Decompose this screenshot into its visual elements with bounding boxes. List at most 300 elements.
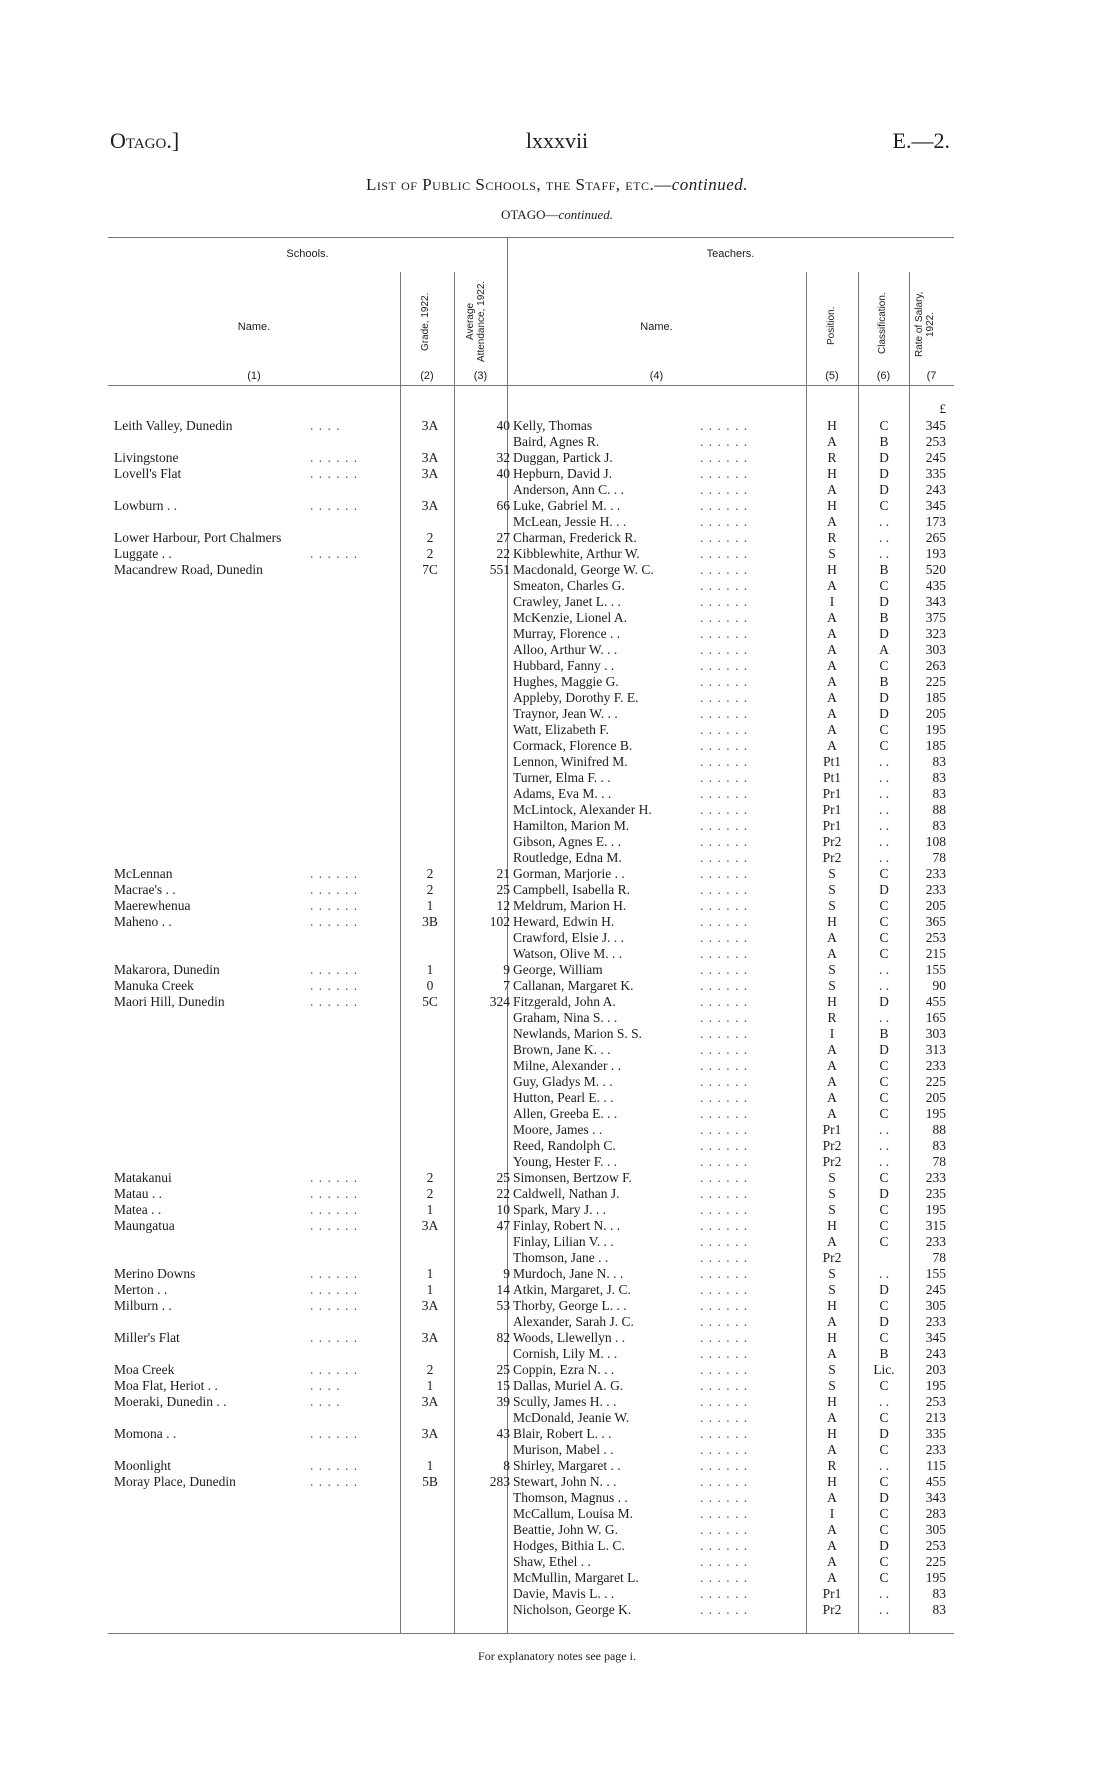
classification-cell: D: [879, 994, 889, 1009]
position-cell: A: [827, 1538, 837, 1553]
salary-cell: 233: [925, 1234, 946, 1249]
teacher-leader-dots: . . . . . .: [700, 834, 749, 849]
salary-cell: 233: [925, 866, 946, 881]
classification-cell: D: [879, 1490, 889, 1505]
teacher-leader-dots: . . . . . .: [700, 1282, 749, 1297]
teacher-leader-dots: . . . . . .: [700, 1138, 749, 1153]
position-cell: A: [827, 1058, 837, 1073]
teacher-leader-dots: . . . . . .: [700, 1378, 749, 1393]
position-cell: H: [827, 466, 837, 481]
grade-cell: 2: [426, 530, 434, 545]
teacher-name: McKenzie, Lionel A.: [513, 610, 627, 625]
teacher-name: Crawford, Elsie J. . .: [513, 930, 624, 945]
salary-cell: 83: [932, 818, 946, 833]
school-name: Luggate . .: [114, 546, 172, 561]
table-row: [0, 514, 1114, 530]
attendance-cell: 66: [496, 498, 510, 513]
teacher-name: Adams, Eva M. . .: [513, 786, 612, 801]
classification-cell: C: [879, 1474, 889, 1489]
salary-cell: 253: [925, 930, 946, 945]
position-cell: A: [827, 1490, 837, 1505]
position-cell: A: [827, 1554, 837, 1569]
school-leader-dots: . . . . . .: [310, 466, 359, 481]
position-cell: S: [828, 1202, 836, 1217]
teacher-leader-dots: . . . . . .: [700, 1570, 749, 1585]
position-cell: A: [827, 1090, 837, 1105]
teacher-leader-dots: . . . . . .: [700, 562, 749, 577]
teacher-leader-dots: . . . . . .: [700, 1218, 749, 1233]
column-number: (6): [876, 370, 891, 382]
attendance-cell: 15: [496, 1378, 510, 1393]
classification-cell: C: [879, 418, 889, 433]
teacher-leader-dots: . . . . . .: [700, 754, 749, 769]
table-row: [0, 914, 1114, 930]
section-main: OTAGO—: [501, 207, 559, 222]
salary-cell: 205: [925, 1090, 946, 1105]
teacher-name: Macdonald, George W. C.: [513, 562, 654, 577]
salary-cell: 185: [925, 738, 946, 753]
report-code: E.—2.: [892, 128, 950, 153]
table-row: [0, 1010, 1114, 1026]
teacher-leader-dots: . . . . . .: [700, 994, 749, 1009]
attendance-cell: 22: [496, 1186, 510, 1201]
school-leader-dots: . . . . . .: [310, 978, 359, 993]
teacher-leader-dots: . . . . . .: [700, 1170, 749, 1185]
table-row: [0, 1218, 1114, 1234]
teacher-leader-dots: . . . . . .: [700, 1090, 749, 1105]
position-cell: S: [828, 978, 836, 993]
classification-cell: D: [879, 1314, 889, 1329]
school-leader-dots: . . . . . .: [310, 1426, 359, 1441]
teacher-leader-dots: . . . . . .: [700, 1250, 749, 1265]
school-name: Lovell's Flat: [114, 466, 182, 481]
salary-cell: 253: [925, 1394, 946, 1409]
position-cell: H: [827, 562, 837, 577]
table-row: [0, 674, 1114, 690]
table-row: [0, 1202, 1114, 1218]
salary-cell: 245: [925, 450, 946, 465]
table-row: [0, 1410, 1114, 1426]
grade-header: Grade, 1922.: [420, 292, 431, 352]
position-cell: A: [827, 1074, 837, 1089]
teacher-leader-dots: . . . . . .: [700, 498, 749, 513]
table-row: [0, 1154, 1114, 1170]
column-number: (7: [926, 370, 937, 382]
table-row: [0, 578, 1114, 594]
classification-cell: C: [879, 1074, 889, 1089]
grade-cell: 1: [426, 1458, 434, 1473]
teacher-name: Caldwell, Nathan J.: [513, 1186, 620, 1201]
teacher-leader-dots: . . . . . .: [700, 866, 749, 881]
salary-cell: 205: [925, 898, 946, 913]
school-leader-dots: . . . .: [310, 1378, 341, 1393]
teacher-leader-dots: . . . . . .: [700, 818, 749, 833]
grade-cell: 2: [426, 546, 434, 561]
school-name: Matau . .: [114, 1186, 162, 1201]
salary-cell: 233: [925, 1170, 946, 1185]
position-cell: R: [827, 530, 837, 545]
teacher-leader-dots: . . . . . .: [700, 1458, 749, 1473]
teacher-leader-dots: . . . . . .: [700, 514, 749, 529]
grade-cell: 3A: [421, 1218, 439, 1233]
table-row: [0, 1298, 1114, 1314]
teacher-leader-dots: . . . . . .: [700, 418, 749, 433]
table-row: [0, 1074, 1114, 1090]
teacher-leader-dots: . . . . . .: [700, 1506, 749, 1521]
table-bottom-rule: [108, 1633, 954, 1634]
salary-cell: 375: [925, 610, 946, 625]
classification-cell: A: [879, 642, 889, 657]
salary-cell: 303: [925, 642, 946, 657]
position-cell: S: [828, 962, 836, 977]
position-cell: S: [828, 882, 836, 897]
currency-symbol: £: [939, 401, 946, 416]
table-row: [0, 1106, 1114, 1122]
position-cell: Pr1: [822, 1122, 842, 1137]
table-row: [0, 1122, 1114, 1138]
teacher-leader-dots: . . . . . .: [700, 1234, 749, 1249]
classification-cell: B: [879, 674, 889, 689]
salary-cell: 195: [925, 1378, 946, 1393]
grade-cell: 3A: [421, 1394, 439, 1409]
table-row: [0, 594, 1114, 610]
teacher-leader-dots: . . . . . .: [700, 674, 749, 689]
attendance-cell: 82: [496, 1330, 510, 1345]
teacher-name: Guy, Gladys M. . .: [513, 1074, 613, 1089]
teacher-name: Appleby, Dorothy F. E.: [513, 690, 639, 705]
classification-cell: . .: [878, 802, 890, 817]
attendance-cell: 14: [496, 1282, 510, 1297]
grade-cell: 1: [426, 898, 434, 913]
grade-cell: 2: [426, 1170, 434, 1185]
salary-cell: 243: [925, 482, 946, 497]
teacher-leader-dots: . . . . . .: [700, 1522, 749, 1537]
table-row: [0, 770, 1114, 786]
teacher-name: Thomson, Magnus . .: [513, 1490, 628, 1505]
page-title: [0, 175, 1114, 195]
teacher-name: Smeaton, Charles G.: [513, 578, 625, 593]
grade-cell: 1: [426, 1266, 434, 1281]
teacher-name: Coppin, Ezra N. . .: [513, 1362, 615, 1377]
salary-cell: 335: [925, 1426, 946, 1441]
school-name: Milburn . .: [114, 1298, 172, 1313]
salary-cell: 435: [925, 578, 946, 593]
teacher-leader-dots: . . . . . .: [700, 1394, 749, 1409]
salary-cell: 195: [925, 1202, 946, 1217]
position-cell: A: [827, 1346, 837, 1361]
school-leader-dots: . . . . . .: [310, 1330, 359, 1345]
classification-cell: D: [879, 1426, 889, 1441]
teacher-name: McMullin, Margaret L.: [513, 1570, 639, 1585]
grade-cell: 2: [426, 866, 434, 881]
teacher-leader-dots: . . . . . .: [700, 434, 749, 449]
classification-cell: C: [879, 1410, 889, 1425]
classification-cell: C: [879, 1522, 889, 1537]
position-cell: Pr2: [822, 850, 842, 865]
position-cell: A: [827, 1234, 837, 1249]
position-cell: A: [827, 642, 837, 657]
grade-cell: 5B: [422, 1474, 438, 1489]
teacher-leader-dots: . . . . . .: [700, 914, 749, 929]
position-cell: Pr2: [822, 1154, 842, 1169]
salary-cell: 88: [932, 1122, 946, 1137]
table-row: [0, 1362, 1114, 1378]
position-cell: A: [827, 1442, 837, 1457]
teacher-name: Baird, Agnes R.: [513, 434, 600, 449]
salary-cell: 245: [925, 1282, 946, 1297]
teacher-leader-dots: . . . . . .: [700, 450, 749, 465]
position-cell: S: [828, 1186, 836, 1201]
teacher-name: McCallum, Louisa M.: [513, 1506, 633, 1521]
teacher-name: Meldrum, Marion H.: [513, 898, 627, 913]
teacher-leader-dots: . . . . . .: [700, 642, 749, 657]
teacher-name: Cornish, Lily M. . .: [513, 1346, 618, 1361]
teacher-name: Blair, Robert L. . .: [513, 1426, 612, 1441]
position-cell: A: [827, 578, 837, 593]
classification-cell: C: [879, 498, 889, 513]
salary-cell: 225: [925, 1074, 946, 1089]
teacher-leader-dots: . . . . . .: [700, 722, 749, 737]
teacher-leader-dots: . . . . . .: [700, 1362, 749, 1377]
teacher-leader-dots: . . . . . .: [700, 1058, 749, 1073]
salary-header: Rate of Salary, 1922.: [914, 291, 936, 357]
teacher-name: Luke, Gabriel M. . .: [513, 498, 621, 513]
table-row: [0, 1026, 1114, 1042]
table-row: [0, 562, 1114, 578]
classification-cell: B: [879, 1026, 889, 1041]
grade-cell: 0: [426, 978, 434, 993]
attendance-cell: 9: [503, 962, 510, 977]
teacher-name: Young, Hester F. . .: [513, 1154, 618, 1169]
attendance-cell: 39: [496, 1394, 510, 1409]
table-row: [0, 882, 1114, 898]
school-leader-dots: . . . . . .: [310, 1170, 359, 1185]
salary-cell: 345: [925, 418, 946, 433]
salary-cell: 233: [925, 1314, 946, 1329]
classification-cell: C: [879, 738, 889, 753]
salary-cell: 83: [932, 754, 946, 769]
classification-cell: C: [879, 866, 889, 881]
classification-cell: D: [879, 594, 889, 609]
teacher-leader-dots: . . . . . .: [700, 850, 749, 865]
school-leader-dots: . . . . . .: [310, 898, 359, 913]
position-cell: A: [827, 1106, 837, 1121]
position-cell: A: [827, 946, 837, 961]
teacher-leader-dots: . . . . . .: [700, 658, 749, 673]
teacher-name: Spark, Mary J. . .: [513, 1202, 606, 1217]
position-cell: A: [827, 626, 837, 641]
position-cell: S: [828, 866, 836, 881]
teacher-leader-dots: . . . . . .: [700, 1266, 749, 1281]
teacher-leader-dots: . . . . . .: [700, 1314, 749, 1329]
table-row: [0, 530, 1114, 546]
table-top-rule: [108, 237, 954, 238]
classification-cell: D: [879, 1042, 889, 1057]
page-number: lxxxvii: [525, 128, 589, 153]
table-row: [0, 418, 1114, 434]
salary-cell: 155: [925, 1266, 946, 1281]
school-name: Maheno . .: [114, 914, 172, 929]
table-row: [0, 818, 1114, 834]
table-row: [0, 866, 1114, 882]
teacher-name: Reed, Randolph C.: [513, 1138, 616, 1153]
teacher-name: Stewart, John N. . .: [513, 1474, 617, 1489]
teacher-name: Atkin, Margaret, J. C.: [513, 1282, 631, 1297]
position-cell: S: [828, 1282, 836, 1297]
salary-cell: 193: [925, 546, 946, 561]
position-cell: S: [828, 1378, 836, 1393]
position-cell: S: [828, 1170, 836, 1185]
table-row: [0, 898, 1114, 914]
teacher-name: Brown, Jane K. . .: [513, 1042, 611, 1057]
title-main: List of Public Schools, the Staff, etc.—: [365, 175, 672, 194]
teacher-leader-dots: . . . . . .: [700, 1426, 749, 1441]
classification-cell: . .: [878, 1266, 890, 1281]
teacher-leader-dots: . . . . . .: [700, 978, 749, 993]
grade-cell: 3B: [422, 914, 438, 929]
teacher-name: Hubbard, Fanny . .: [513, 658, 615, 673]
classification-cell: C: [879, 930, 889, 945]
table-row: [0, 1346, 1114, 1362]
teacher-leader-dots: . . . . . .: [700, 706, 749, 721]
table-row: [0, 1442, 1114, 1458]
table-row: [0, 546, 1114, 562]
teacher-name: Alexander, Sarah J. C.: [513, 1314, 634, 1329]
table-body: [0, 418, 1114, 1618]
classification-cell: C: [879, 946, 889, 961]
teacher-name: Shirley, Margaret . .: [513, 1458, 621, 1473]
classification-cell: C: [879, 1298, 889, 1313]
classification-cell: . .: [878, 1458, 890, 1473]
teacher-name: Murray, Florence . .: [513, 626, 621, 641]
teacher-leader-dots: . . . . . .: [700, 946, 749, 961]
attendance-cell: 10: [496, 1202, 510, 1217]
salary-cell: 315: [925, 1218, 946, 1233]
table-row: [0, 1602, 1114, 1618]
school-leader-dots: . . . . . .: [310, 882, 359, 897]
teacher-name: Anderson, Ann C. . .: [513, 482, 624, 497]
teacher-name: Cormack, Florence B.: [513, 738, 633, 753]
classification-cell: . .: [878, 1122, 890, 1137]
column-number: (4): [649, 370, 664, 382]
table-row: [0, 1474, 1114, 1490]
table-row: [0, 722, 1114, 738]
grade-cell: 1: [426, 1202, 434, 1217]
classification-cell: D: [879, 706, 889, 721]
table-row: [0, 690, 1114, 706]
classification-cell: C: [879, 898, 889, 913]
school-name: Livingstone: [114, 450, 179, 465]
classification-cell: C: [879, 1090, 889, 1105]
position-cell: H: [827, 1426, 837, 1441]
classification-cell: D: [879, 482, 889, 497]
teacher-leader-dots: . . . . . .: [700, 1010, 749, 1025]
table-row: [0, 1058, 1114, 1074]
attendance-cell: 551: [489, 562, 510, 577]
position-cell: A: [827, 674, 837, 689]
school-name: Macandrew Road, Dunedin: [114, 562, 263, 577]
table-row: [0, 626, 1114, 642]
table-row: [0, 1522, 1114, 1538]
school-name: Makarora, Dunedin: [114, 962, 220, 977]
title-suffix: continued.: [671, 175, 748, 194]
teacher-leader-dots: . . . . . .: [700, 1074, 749, 1089]
column-number: (2): [420, 370, 434, 382]
table-row: [0, 802, 1114, 818]
school-leader-dots: . . . . . .: [310, 498, 359, 513]
grade-cell: 2: [426, 882, 434, 897]
teacher-name: Allen, Greeba E. . .: [513, 1106, 618, 1121]
school-leader-dots: . . . . . .: [310, 914, 359, 929]
teacher-leader-dots: . . . . . .: [700, 1538, 749, 1553]
salary-cell: 305: [925, 1298, 946, 1313]
position-cell: A: [827, 658, 837, 673]
attendance-cell: 102: [489, 914, 510, 929]
teacher-leader-dots: . . . . . .: [700, 1586, 749, 1601]
teacher-leader-dots: . . . . . .: [700, 1442, 749, 1457]
teacher-leader-dots: . . . . . .: [700, 1346, 749, 1361]
teacher-name: Finlay, Robert N. . .: [513, 1218, 621, 1233]
school-name: Leith Valley, Dunedin: [114, 418, 233, 433]
teacher-name: Watt, Elizabeth F.: [513, 722, 610, 737]
classification-cell: C: [879, 578, 889, 593]
school-name: Macrae's . .: [114, 882, 176, 897]
school-name: Moa Flat, Heriot . .: [114, 1378, 218, 1393]
teacher-name: Moore, James . .: [513, 1122, 603, 1137]
position-cell: A: [827, 690, 837, 705]
teacher-name: Woods, Llewellyn . .: [513, 1330, 626, 1345]
position-cell: A: [827, 514, 837, 529]
position-cell: Pr2: [822, 1602, 842, 1617]
salary-cell: 345: [925, 1330, 946, 1345]
attendance-cell: 283: [489, 1474, 510, 1489]
classification-cell: C: [879, 1570, 889, 1585]
salary-cell: 243: [925, 1346, 946, 1361]
school-name: Lower Harbour, Port Chalmers: [114, 530, 282, 545]
table-row: [0, 466, 1114, 482]
salary-cell: 233: [925, 882, 946, 897]
school-leader-dots: . . . .: [310, 418, 341, 433]
school-leader-dots: . . . . . .: [310, 1186, 359, 1201]
teacher-name: Murdoch, Jane N. . .: [513, 1266, 624, 1281]
teacher-name: Campbell, Isabella R.: [513, 882, 630, 897]
classification-cell: . .: [878, 530, 890, 545]
salary-cell: 78: [932, 1154, 946, 1169]
teacher-leader-dots: . . . . . .: [700, 898, 749, 913]
attendance-cell: 25: [496, 1362, 510, 1377]
salary-cell: 365: [925, 914, 946, 929]
teacher-name: Hughes, Maggie G.: [513, 674, 619, 689]
salary-cell: 83: [932, 770, 946, 785]
position-cell: S: [828, 1362, 836, 1377]
table-row: [0, 1538, 1114, 1554]
teacher-name: Turner, Elma F. . .: [513, 770, 611, 785]
school-name: Miller's Flat: [114, 1330, 180, 1345]
school-leader-dots: . . . . . .: [310, 1282, 359, 1297]
table-row: [0, 1586, 1114, 1602]
salary-cell: 213: [925, 1410, 946, 1425]
school-name: Matakanui: [114, 1170, 172, 1185]
salary-cell: 173: [925, 514, 946, 529]
table-row: [0, 834, 1114, 850]
teacher-name: Traynor, Jean W. . .: [513, 706, 618, 721]
position-cell: Pr2: [822, 1138, 842, 1153]
teacher-name: Kibblewhite, Arthur W.: [513, 546, 640, 561]
teacher-name: Thomson, Jane . .: [513, 1250, 609, 1265]
position-cell: H: [827, 1394, 837, 1409]
teacher-name: Dallas, Muriel A. G.: [513, 1378, 624, 1393]
classification-cell: . .: [878, 962, 890, 977]
